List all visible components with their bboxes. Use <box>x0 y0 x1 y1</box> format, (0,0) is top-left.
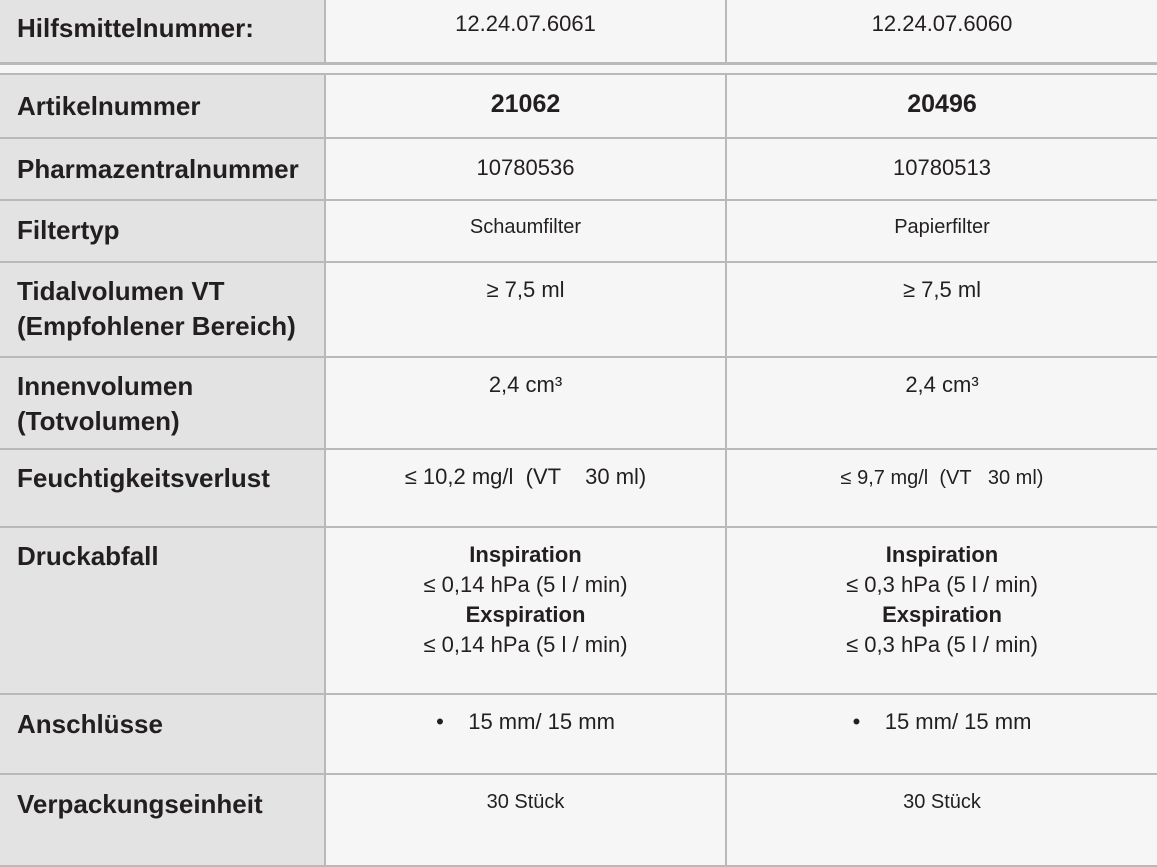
row-label-feuchtigkeitsverlust: Feuchtigkeitsverlust <box>0 449 325 527</box>
exspiration-label: Exspiration <box>882 602 1002 627</box>
table-row <box>0 774 1157 866</box>
filtertyp-value-2: Papierfilter <box>726 200 1157 262</box>
verpackung-value-1: 30 Stück <box>325 774 726 866</box>
pzn-value-2: 10780513 <box>726 138 1157 200</box>
tidal-label-line2: (Empfohlener Bereich) <box>17 311 296 341</box>
innen-value-2: 2,4 cm³ <box>726 357 1157 449</box>
inspiration-value: ≤ 0,14 hPa (5 l / min) <box>423 572 628 597</box>
row-label-artikelnummer: Artikelnummer <box>0 74 325 138</box>
filtertyp-value-1: Schaumfilter <box>325 200 726 262</box>
artikelnummer-value-2: 20496 <box>726 74 1157 138</box>
hilfsmittelnummer-value-2: 12.24.07.6060 <box>726 0 1157 63</box>
spec-table <box>0 73 1157 867</box>
feucht-value-2: ≤ 9,7 mg/l (VT 30 ml) <box>726 449 1157 527</box>
inspiration-label: Inspiration <box>469 542 582 567</box>
innen-value-1: 2,4 cm³ <box>325 357 726 449</box>
row-label-hilfsmittelnummer: Hilfsmittelnummer: <box>0 0 325 63</box>
row-label-anschluesse: Anschlüsse <box>0 694 325 774</box>
table-row <box>0 449 1157 527</box>
exspiration-value: ≤ 0,14 hPa (5 l / min) <box>423 632 628 657</box>
row-label-druckabfall: Druckabfall <box>0 527 325 694</box>
anschluesse-text-2: • 15 mm/ 15 mm <box>852 709 1032 734</box>
table-row <box>0 262 1157 357</box>
feucht-value-1: ≤ 10,2 mg/l (VT 30 ml) <box>325 449 726 527</box>
hilfsmittelnummer-value-1: 12.24.07.6061 <box>325 0 726 63</box>
tidal-value-1: ≥ 7,5 ml <box>325 262 726 357</box>
row-label-filtertyp: Filtertyp <box>0 200 325 262</box>
exspiration-value: ≤ 0,3 hPa (5 l / min) <box>846 632 1038 657</box>
row-label-pharmazentralnummer: Pharmazentralnummer <box>0 138 325 200</box>
inspiration-value: ≤ 0,3 hPa (5 l / min) <box>846 572 1038 597</box>
innen-label-line2: (Totvolumen) <box>17 406 180 436</box>
tidal-label-line1: Tidalvolumen VT <box>17 276 225 306</box>
table-row <box>0 527 1157 694</box>
inspiration-label: Inspiration <box>885 542 999 567</box>
anschluesse-text-1: • 15 mm/ 15 mm <box>436 709 615 734</box>
pzn-value-1: 10780536 <box>325 138 726 200</box>
table-row <box>0 357 1157 449</box>
tidal-value-2: ≥ 7,5 ml <box>726 262 1157 357</box>
row-label-tidalvolumen <box>0 262 325 357</box>
table-row <box>0 74 1157 138</box>
druck-values-2 <box>726 527 1157 694</box>
druck-values-1 <box>325 527 726 694</box>
anschluesse-value-1 <box>325 694 726 774</box>
table-row <box>0 200 1157 262</box>
exspiration-label: Exspiration <box>465 602 586 627</box>
table-row <box>0 0 1157 63</box>
artikelnummer-value-1: 21062 <box>325 74 726 138</box>
table-row <box>0 694 1157 774</box>
hilfsmittel-table <box>0 0 1157 64</box>
row-label-verpackungseinheit: Verpackungseinheit <box>0 774 325 866</box>
innen-label-line1: Innenvolumen <box>17 371 194 401</box>
row-label-innenvolumen <box>0 357 325 449</box>
verpackung-value-2: 30 Stück <box>726 774 1157 866</box>
anschluesse-value-2 <box>726 694 1157 774</box>
table-row <box>0 138 1157 200</box>
